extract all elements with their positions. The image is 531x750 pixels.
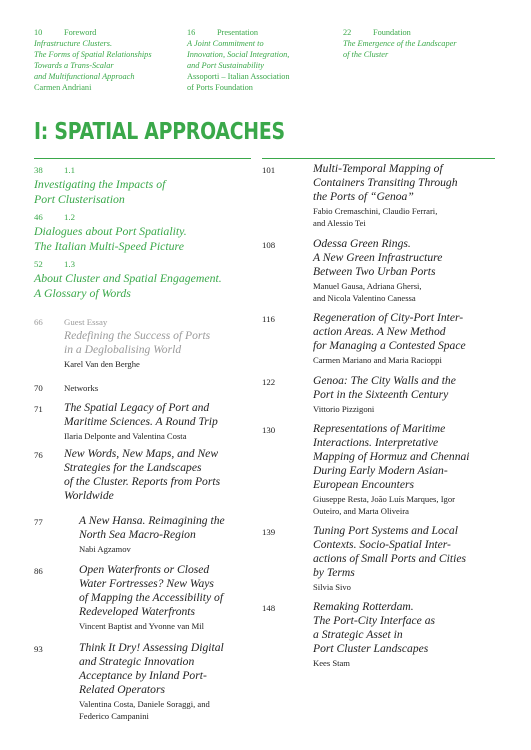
entry-title-line: Worldwide bbox=[64, 489, 114, 502]
page-number: 70 bbox=[34, 383, 43, 393]
page-number: 86 bbox=[34, 566, 43, 576]
entry-title-line: Containers Transiting Through bbox=[313, 176, 458, 189]
entry-title-line: and Strategic Innovation bbox=[79, 655, 195, 668]
page-number: 93 bbox=[34, 644, 43, 654]
page-number: 38 bbox=[34, 165, 43, 175]
toc-foundation[interactable] bbox=[343, 27, 457, 60]
entry-title-line: Interactions. Interpretative bbox=[313, 436, 439, 449]
entry-title-line: Think It Dry! Assessing Digital bbox=[79, 641, 224, 654]
entry-title-line: of the Cluster bbox=[343, 50, 389, 59]
entry-title-line: Mapping of Hormuz and Chennai bbox=[313, 450, 470, 463]
entry-title-line: A New Hansa. Reimagining the bbox=[79, 514, 225, 527]
entry-title-line: Redefining the Success of Ports bbox=[64, 329, 211, 342]
entry-author-line: and Nicola Valentino Canessa bbox=[313, 293, 416, 303]
entry-title-line: Maritime Sciences. A Round Trip bbox=[64, 415, 218, 428]
entry-title-line: Strategies for the Landscapes bbox=[64, 461, 202, 474]
entry-author-line: Vittorio Pizzigoni bbox=[313, 404, 375, 414]
entry-author-line: Ilaria Delponte and Valentina Costa bbox=[64, 431, 187, 441]
entry-title-line: Related Operators bbox=[79, 683, 165, 696]
divider-left bbox=[34, 158, 251, 159]
entry-title-line: A New Green Infrastructure bbox=[313, 251, 443, 264]
entry-title-line: Port Cluster Landscapes bbox=[313, 642, 429, 655]
entry-title-line: Odessa Green Rings. bbox=[313, 237, 411, 250]
entry-title-line: Towards a Trans-Scalar bbox=[34, 61, 114, 70]
page-number: 122 bbox=[262, 377, 276, 387]
entry-title-line: A Joint Commitment to bbox=[187, 39, 264, 48]
section-title: I: SPATIAL APPROACHES bbox=[34, 119, 285, 145]
entry-title-line: A Glossary of Words bbox=[34, 286, 131, 300]
entry-title-line: of the Cluster. Reports from Ports bbox=[64, 475, 221, 488]
entry-title-line: actions of Small Ports and Cities bbox=[313, 552, 466, 565]
page-number: 77 bbox=[34, 517, 43, 527]
page-number: 16 bbox=[187, 28, 196, 37]
entry-author-line: Fabio Cremaschini, Claudio Ferrari, bbox=[313, 206, 438, 216]
toc-presentation[interactable] bbox=[187, 27, 290, 93]
entry-author-line: Valentina Costa, Daniele Soraggi, and bbox=[79, 699, 210, 709]
chapter-number: 1.1 bbox=[64, 165, 75, 175]
entry-title-line: The Italian Multi-Speed Picture bbox=[34, 239, 184, 253]
entry-title-line: Redeveloped Waterfronts bbox=[79, 605, 196, 618]
entry-title-line: a Strategic Asset in bbox=[313, 628, 403, 641]
entry-title-line: Infrastructure Clusters. bbox=[34, 39, 113, 48]
entry-author-line: Carmen Mariano and Maria Racioppi bbox=[313, 355, 442, 365]
entry-author-line: Vincent Baptist and Yvonne van Mil bbox=[79, 621, 205, 631]
entry-title-line: North Sea Macro-Region bbox=[79, 528, 196, 541]
entry-title-line: Water Fortresses? New Ways bbox=[79, 577, 214, 590]
entry-title-line: of Mapping the Accessibility of bbox=[79, 591, 224, 604]
entry-title-line: Open Waterfronts or Closed bbox=[79, 563, 210, 576]
entry-title-line: Remaking Rotterdam. bbox=[313, 600, 414, 613]
entry-title-line: for Managing a Contested Space bbox=[313, 339, 466, 352]
entry-title-line: Multi-Temporal Mapping of bbox=[313, 162, 443, 175]
entry-author-line: Manuel Gausa, Adriana Ghersi, bbox=[313, 281, 422, 291]
entry-title-line: and Port Sustainability bbox=[187, 61, 264, 70]
entry-title-line: Tuning Port Systems and Local bbox=[313, 524, 458, 537]
entry-title-line: The Spatial Legacy of Port and bbox=[64, 401, 210, 414]
entry-title-line: the Ports of “Genoa” bbox=[313, 190, 414, 203]
page-number: 10 bbox=[34, 28, 43, 37]
divider-right bbox=[262, 158, 495, 159]
entry-author-line: of Ports Foundation bbox=[187, 83, 253, 92]
page-number: 130 bbox=[262, 425, 276, 435]
entry-title-line: Dialogues about Port Spatiality. bbox=[34, 224, 187, 238]
entry-title-line: Port in the Sixteenth Century bbox=[313, 388, 449, 401]
page-number: 76 bbox=[34, 450, 43, 460]
entry-title-line: by Terms bbox=[313, 566, 355, 579]
entry-author-line: Outeiro, and Marta Oliveira bbox=[313, 506, 409, 516]
entry-author-line: Federico Campanini bbox=[79, 711, 149, 721]
entry-title-line: Representations of Maritime bbox=[313, 422, 446, 435]
page-number: 46 bbox=[34, 212, 43, 222]
chapter-number: 1.3 bbox=[64, 259, 75, 269]
entry-title-line: The Emergence of the Landscaper bbox=[343, 39, 457, 48]
entry-title-line: New Words, New Maps, and New bbox=[64, 447, 219, 460]
entry-author-line: Assoporti – Italian Association bbox=[187, 72, 290, 81]
guest-essay-label: Guest Essay bbox=[64, 317, 108, 327]
entry-title-line: Acceptance by Inland Port- bbox=[79, 669, 207, 682]
entry-title-line: action Areas. A New Method bbox=[313, 325, 446, 338]
entry-title-line: European Encounters bbox=[313, 478, 414, 491]
networks-label: Networks bbox=[64, 383, 99, 393]
entry-title-line: and Multifunctional Approach bbox=[34, 72, 135, 81]
section-label: Foreword bbox=[64, 28, 97, 37]
entry-title-line: Innovation, Social Integration, bbox=[187, 50, 290, 59]
page-number: 52 bbox=[34, 259, 43, 269]
entry-title-line: The Forms of Spatial Relationships bbox=[34, 50, 152, 59]
entry-author-line: Silvia Sivo bbox=[313, 582, 351, 592]
chapter-number: 1.2 bbox=[64, 212, 75, 222]
entry-title-line: in a Deglobalising World bbox=[64, 343, 182, 356]
page-number: 108 bbox=[262, 240, 276, 250]
entry-author-line: Giuseppe Resta, João Luís Marques, Igor bbox=[313, 494, 456, 504]
page-number: 148 bbox=[262, 603, 276, 613]
entry-title-line: The Port-City Interface as bbox=[313, 614, 436, 627]
entry-title-line: Regeneration of City-Port Inter- bbox=[313, 311, 464, 324]
page-number: 22 bbox=[343, 28, 352, 37]
page-number: 116 bbox=[262, 314, 275, 324]
page-number: 139 bbox=[262, 527, 276, 537]
entry-author: Karel Van den Berghe bbox=[64, 359, 140, 369]
section-label: Presentation bbox=[217, 28, 259, 37]
entry-title-line: About Cluster and Spatial Engagement. bbox=[34, 271, 222, 285]
entry-author-line: Nabi Agzamov bbox=[79, 544, 131, 554]
entry-title-line: Contexts. Socio-Spatial Inter- bbox=[313, 538, 451, 551]
entry-author-line: Kees Stam bbox=[313, 658, 350, 668]
entry-title-line: Genoa: The City Walls and the bbox=[313, 374, 456, 387]
section-label: Foundation bbox=[373, 28, 411, 37]
page-number: 66 bbox=[34, 317, 43, 327]
toc-foreword[interactable] bbox=[34, 27, 152, 93]
entry-title-line: Port Clusterisation bbox=[34, 192, 125, 206]
entry-title-line: Between Two Urban Ports bbox=[313, 265, 436, 278]
entry-title-line: During Early Modern Asian- bbox=[313, 464, 448, 477]
entry-author-line: and Alessio Tei bbox=[313, 218, 366, 228]
page-number: 101 bbox=[262, 165, 276, 175]
entry-author: Carmen Andriani bbox=[34, 83, 92, 92]
entry-title-line: Investigating the Impacts of bbox=[34, 177, 166, 191]
page-number: 71 bbox=[34, 404, 43, 414]
